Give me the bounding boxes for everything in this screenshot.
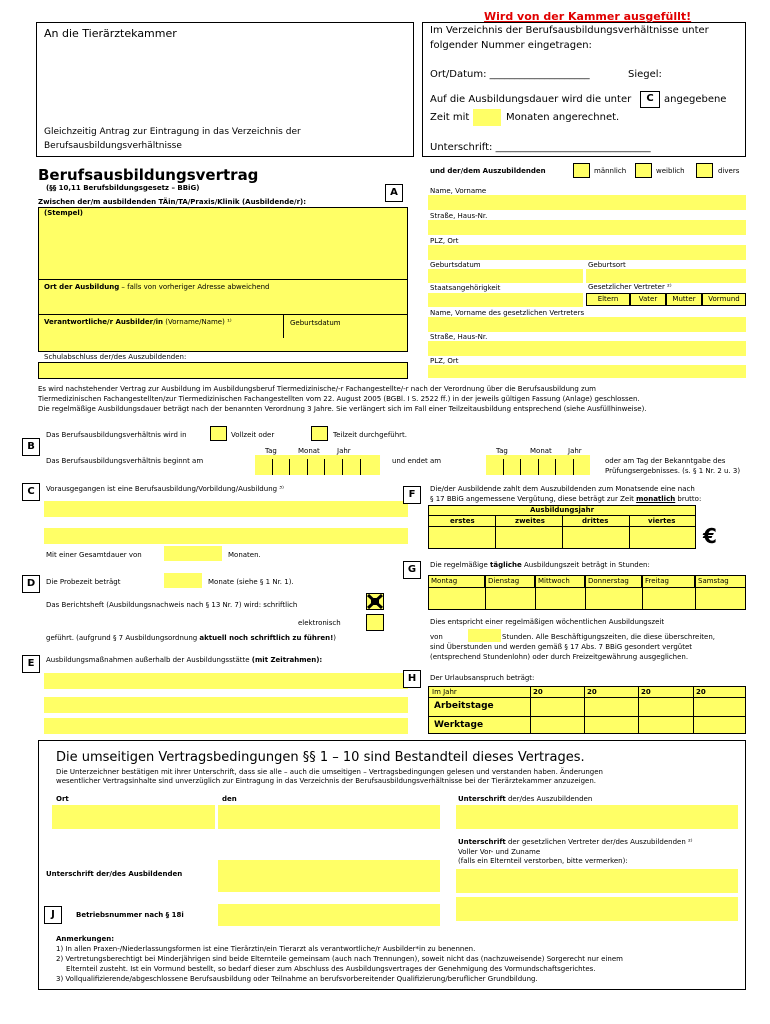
sig-vertreter-field-1[interactable] [456,869,738,893]
letter-a: A [385,184,403,202]
sig-voller: Voller Vor- und Zuname [458,848,541,856]
massnahmen-field-1[interactable] [44,673,408,689]
azubi-strasse-label: Straße, Haus-Nr. [430,212,488,220]
weiblich-label: weiblich [656,167,685,175]
zeit-mit: Zeit mit [430,112,470,123]
vertreter-eltern-option[interactable]: Eltern [586,293,630,306]
azubi-geburtsdatum-label: Geburtsdatum [430,261,481,269]
h-year-1: 20 [533,688,543,696]
vertreter-mutter-option[interactable]: Mutter [666,293,702,306]
ort-datum: Ort/Datum: ____________________ [430,69,590,80]
g-von: von [430,633,443,641]
f-jahr-head: Ausbildungsjahr [530,506,595,514]
b-beginnt: Das Berufsausbildungsverhältnis beginnt am [46,457,204,465]
sig-betriebsnr: Betriebsnummer nach § 18i [76,911,184,919]
vertreter-name-field[interactable] [428,317,746,332]
betriebsnummer-field[interactable] [218,904,440,926]
e-text: Ausbildungsmaßnahmen außerhalb der Ausbildungsstätte (mit Zeitrahmen): [46,656,323,664]
year-viertes: viertes [648,517,676,525]
title-sub: (§§ 10,11 Berufsbildungsgesetz – BBiG) [46,184,200,192]
sig-datum-field[interactable] [218,805,440,829]
letter-f: F [403,486,421,504]
b-endet: und endet am [392,457,442,465]
c-gesamt: Mit einer Gesamtdauer von [46,551,142,559]
letter-g: G [403,561,421,579]
anm-2b: Elternteil zusteht. Ist ein Vormund bestellt, so bedarf dieser zum Abschluss des Ausbildungsvertrages der Genehmigung des Vormundschaftsgerichtes. [66,965,596,973]
vertreter-name-label: Name, Vorname des gesetzlichen Vertreters [430,309,585,317]
verz-line1: Im Verzeichnis der Berufsausbildungsverhältnisse unter [430,25,709,36]
b-wird-in: Das Berufsausbildungsverhältnis wird in [46,431,187,439]
azubi-heading: und der/dem Auszubildenden [430,167,546,175]
anm-1: 1) In allen Praxen-/Niederlassungsformen ist eine Tierärztin/ein Tierarzt als verantwortliche/r Ausbilder*in zu benennen. [56,945,476,953]
d-gefuehrt: geführt. (aufgrund § 7 Ausbildungsordnung aktuell noch schriftlich zu führen!) [46,634,337,642]
letter-c-ref: C [640,91,660,108]
g-stunden2: sind Überstunden und werden gemäß § 17 Abs. 7 BBiG gesondert vergütet [430,643,693,651]
h-arbeitstage: Arbeitstage [434,701,494,711]
letter-b: B [22,438,40,456]
vorbildung-field-2[interactable] [44,528,408,544]
ausbilder-geburtsdatum-label: Geburtsdatum [290,319,341,327]
f-line2: § 17 BBiG angemessene Vergütung, diese beträgt zur Zeit monatlich brutto: [430,495,702,503]
c-monaten: Monaten. [228,551,261,559]
h-text: Der Urlaubsanspruch beträgt: [430,674,535,682]
sig-azubi-field[interactable] [456,805,738,829]
ort-ausbildung-label: Ort der Ausbildung – falls von vorheriger Adresse abweichend [44,283,270,291]
maennlich-label: männlich [594,167,627,175]
kammer-note: Wird von der Kammer ausgefüllt! [484,10,692,23]
vorbildung-field-1[interactable] [44,501,408,517]
verguetung-jahr4-field[interactable] [630,527,695,548]
maennlich-checkbox[interactable] [573,163,590,178]
day-samstag: Samstag [695,575,746,588]
vollzeit-checkbox[interactable] [210,426,227,441]
b-begin-monat: Monat [298,447,320,455]
zwischen-label: Zwischen der/m ausbildenden TÄin/TA/Praxis/Klinik (Ausbildende/r): [38,198,307,206]
sig-vertreter-field-2[interactable] [456,897,738,921]
d-bericht: Das Berichtsheft (Ausbildungsnachweis nach § 13 Nr. 7) wird: schriftlich [46,601,298,609]
azubi-plz-label: PLZ, Ort [430,237,459,245]
sig-ort-field[interactable] [52,805,215,829]
year-erstes: erstes [450,517,475,525]
h-werktage: Werktage [434,720,484,730]
sig-text1: Die Unterzeichner bestätigen mit ihrer Unterschrift, dass sie alle – auch die umseitigen – Vertragsbedingungen gelesen und verstanden haben. Änderungen [56,768,603,776]
elektronisch-checkbox[interactable] [366,614,384,631]
year-zweites: zweites [515,517,545,525]
teilzeit-label: Teilzeit durchgeführt. [333,431,408,439]
g-stunden3: (entsprechend Stundenlohn) oder durch Freizeitgewährung ausgeglichen. [430,653,689,661]
ausbilder-label: Verantwortliche/r Ausbilder/in (Vorname/Name) ¹⁾ [44,318,232,326]
sig-us-vertreter: Unterschrift der gesetzlichen Vertreter der/des Auszubildenden ²⁾ [458,838,693,846]
d-monate: Monate (siehe § 1 Nr. 1). [208,578,294,586]
verguetung-jahr1-field[interactable] [429,527,495,548]
sig-heading: Die umseitigen Vertragsbedingungen §§ 1 – 10 sind Bestandteil dieses Vertrages. [56,750,585,765]
wochenstunden-field[interactable] [468,629,501,642]
day-dienstag: Dienstag [485,575,535,588]
weiblich-checkbox[interactable] [635,163,652,178]
day-freitag: Freitag [642,575,695,588]
year-drittes: drittes [582,517,609,525]
vertreter-plz-field[interactable] [428,365,746,378]
day-montag: Montag [428,575,485,588]
letter-j: J [44,906,62,924]
intro-line2: Tiermedizinischen Fachangestellten/zur Tiermedizinischen Fachangestellten vom 22. August 2005 (BGBl. I S. 2522 ff.) in der jeweils gültigen Fassung (Anlage) geschlossen. [38,395,640,403]
teilzeit-checkbox[interactable] [311,426,328,441]
letter-h: H [403,670,421,688]
b-begin-tag: Tag [265,447,277,455]
vertreter-plz-label: PLZ, Ort [430,357,459,365]
intro-line1: Es wird nachstehender Vertrag zur Ausbildung im Ausbildungsberuf Tiermedizinische/-r Fachangestellte/-r nach der Verordnung über die Berufsausbildung zum [38,385,596,393]
vertreter-strasse-field[interactable] [428,341,746,356]
vertreter-vater-option[interactable]: Vater [630,293,666,306]
schulabschluss-label: Schulabschluss der/des Auszubildenden: [44,353,187,361]
divers-label: divers [718,167,740,175]
dauer-text: Auf die Ausbildungsdauer wird die unter [430,94,632,105]
verz-line2: folgender Nummer eingetragen: [430,40,592,51]
vertreter-strasse-label: Straße, Haus-Nr. [430,333,488,341]
g-entspricht: Dies entspricht einer regelmäßigen wöchentlichen Ausbildungszeit [430,618,665,626]
azubi-geburtsdatum-field[interactable] [428,269,583,283]
b-begin-jahr: Jahr [337,447,351,455]
sig-falls: (falls ein Elternteil verstorben, bitte vermerken): [458,857,628,865]
verguetung-jahr2-field[interactable] [496,527,562,548]
dauer-text-b: angegebene [664,94,727,105]
h-year-4: 20 [696,688,706,696]
azubi-name-label: Name, Vorname [430,187,487,195]
verguetung-jahr3-field[interactable] [563,527,629,548]
divers-checkbox[interactable] [696,163,713,178]
azubi-plz-field[interactable] [428,245,746,260]
letter-c: C [22,483,40,501]
anm-3: 3) Vollqualifizierende/abgeschlossene Berufsausbildung oder Teilnahme an berufsvorbereitender Qualifizierung/beruflicher Grundbildung. [56,975,538,983]
anm-head: Anmerkungen: [56,935,115,943]
day-donnerstag: Donnerstag [585,575,642,588]
h-im-jahr: Im Jahr [432,688,457,696]
f-line1: Die/der Ausbildende zahlt dem Auszubildenden zum Monatsende eine nach [430,485,695,493]
azubi-name-field[interactable] [428,195,746,210]
sig-den: den [222,795,237,803]
vertreter-vormund-option[interactable]: Vormund [702,293,746,306]
azubi-geburtsort-field[interactable] [586,269,746,283]
sig-us-ausb: Unterschrift der/des Ausbildenden [46,870,183,878]
intro-line3: Die regelmäßige Ausbildungsdauer beträgt nach der benannten Verordnung 3 Jahre. Sie verlängert sich im Fall einer Teilzeitausbildung entsprechend (siehe Ausfüllhinweise). [38,405,647,413]
gesamtdauer-field[interactable] [164,546,222,561]
siegel: Siegel: [628,69,662,80]
vollzeit-label: Vollzeit oder [231,431,275,439]
c-text: Vorausgegangen ist eine Berufsausbildung/Vorbildung/Ausbildung ³⁾ [46,485,284,493]
anrechnung-monate-field[interactable] [473,109,501,126]
d-probezeit: Die Probezeit beträgt [46,578,121,586]
d-elektronisch: elektronisch [298,619,341,627]
h-year-3: 20 [641,688,651,696]
stempel-label: (Stempel) [44,209,83,217]
anm-2: 2) Vertretungsberechtigt bei Minderjährigen sind beide Elternteile gemeinsam (auch nach Trennungen), soweit nicht das (nachzuweisende) Sorgerecht nur einem [56,955,623,963]
sig-ort: Ort [56,795,69,803]
massnahmen-field-3[interactable] [44,718,408,734]
address-to: An die Tierärztekammer [44,27,177,40]
page-title: Berufsausbildungsvertrag [38,166,259,184]
g-stunden1: Stunden. Alle Beschäftigungszeiten, die diese überschreiten, [502,633,716,641]
azubi-staat-field[interactable] [428,293,583,307]
schulabschluss-field[interactable] [38,362,408,379]
probezeit-field[interactable] [164,573,202,588]
b-end-tag: Tag [496,447,508,455]
b-end-monat: Monat [530,447,552,455]
euro-icon: € [703,524,717,548]
g-text: Die regelmäßige tägliche Ausbildungszeit beträgt in Stunden: [430,561,650,569]
b-end-jahr: Jahr [568,447,582,455]
massnahmen-field-2[interactable] [44,697,408,713]
monate-angerechnet: Monaten angerechnet. [506,112,620,123]
checkmark-icon [367,594,383,609]
antrag-line2: Berufsausbildungsverhältnisse [44,141,182,151]
letter-e: E [22,655,40,673]
azubi-geburtsort-label: Geburtsort [588,261,626,269]
kammer-unterschrift: Unterschrift: _______________________________ [430,142,651,153]
sig-ausbildende-field[interactable] [218,860,440,892]
day-mittwoch: Mittwoch [535,575,585,588]
begin-date-field[interactable] [255,455,380,475]
sig-us-azubi: Unterschrift der/des Auszubildenden [458,795,593,803]
b-oder2: Prüfungsergebnisses. (s. § 1 Nr. 2 u. 3) [605,467,741,475]
antrag-line1: Gleichzeitig Antrag zur Eintragung in das Verzeichnis der [44,127,301,137]
h-year-2: 20 [587,688,597,696]
azubi-strasse-field[interactable] [428,220,746,235]
gesetzl-vertreter-label: Gesetzlicher Vertreter ²⁾ [588,283,672,291]
b-oder1: oder am Tag der Bekanntgabe des [605,457,726,465]
letter-d: D [22,575,40,593]
schriftlich-checkbox[interactable] [366,593,384,610]
azubi-staat-label: Staatsangehörigkeit [430,284,501,292]
sig-text2: wesentlicher Vertragsinhalte sind unverzüglich zur Eintragung in das Verzeichnis der Berufsausbildungsverhältnisse bei der Tierärztekammer anzuzeigen. [56,777,597,785]
